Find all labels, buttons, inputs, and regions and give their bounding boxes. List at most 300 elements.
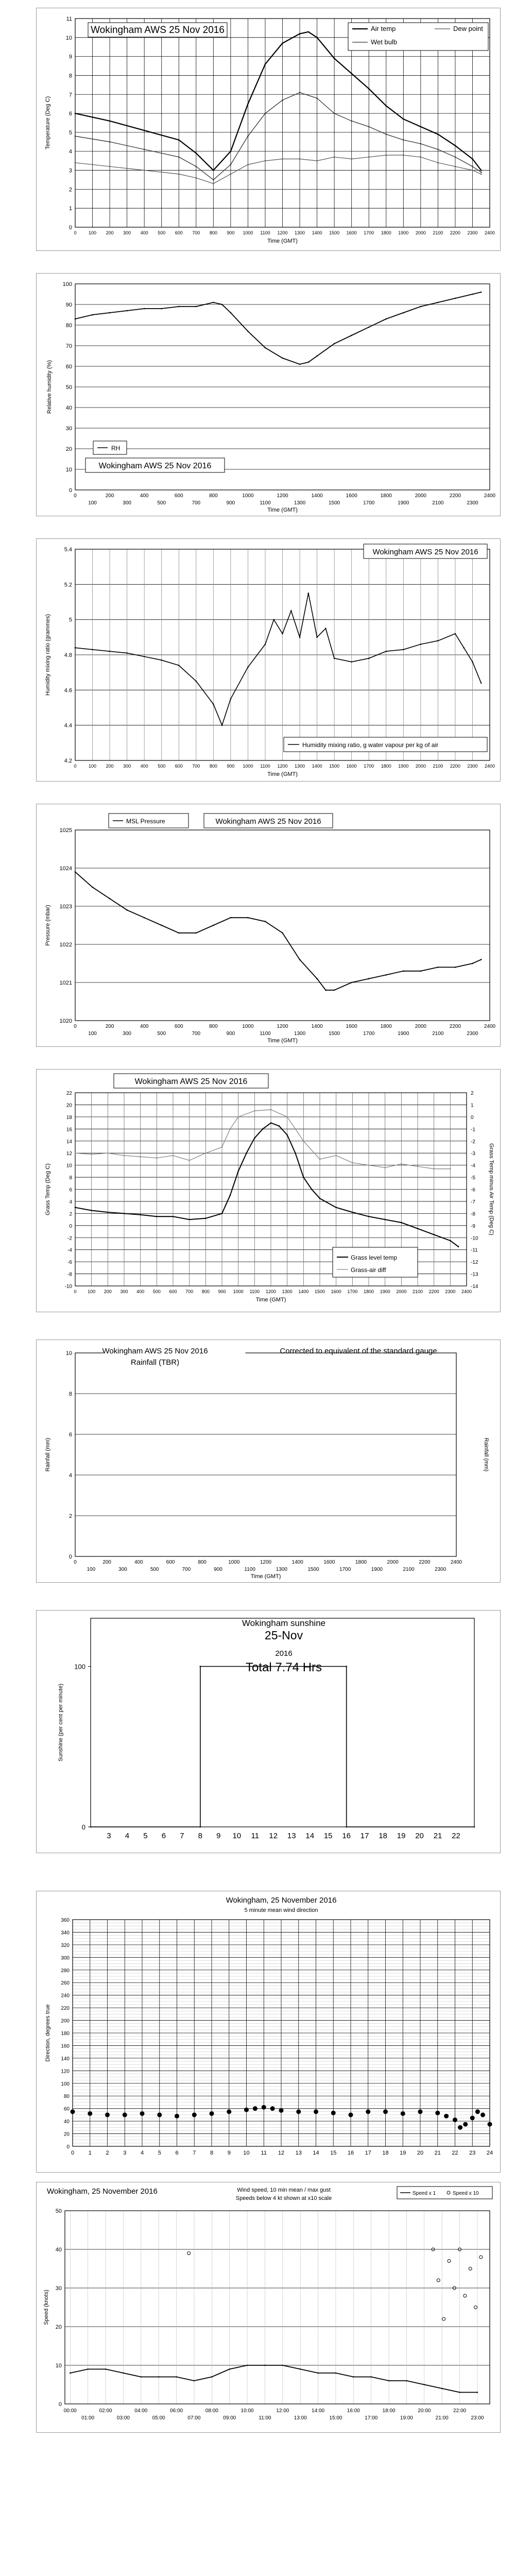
data-point [109, 312, 111, 314]
x-tick-label: 200 [102, 1560, 112, 1565]
y-tick-label: 340 [61, 1930, 70, 1936]
data-point [265, 921, 266, 922]
data-point [282, 2365, 284, 2366]
x-tick-label: 100 [88, 500, 97, 506]
y-tick-label: 320 [61, 1942, 70, 1948]
data-point [472, 963, 473, 964]
data-point [229, 2368, 230, 2370]
y-tick-label: 10 [66, 1163, 72, 1169]
y-axis-label: Temperature (Deg C) [45, 96, 51, 150]
y-tick-label: 20 [66, 1103, 72, 1109]
legend-label: Humidity mixing ratio, g water vapour per kg of air [302, 741, 439, 749]
x-tick-label: 3 [123, 2150, 127, 2156]
data-point [247, 2365, 248, 2366]
x-tick-label: 10:00 [241, 2408, 254, 2414]
x-tick-label: 1500 [329, 230, 340, 235]
data-point [474, 1826, 475, 1828]
data-point [230, 698, 232, 700]
x-tick-label: 2400 [484, 493, 496, 499]
data-point [253, 2106, 258, 2111]
data-point [352, 1212, 353, 1213]
y-tick-label: 1023 [59, 904, 72, 910]
y-tick-label: 180 [61, 2031, 70, 2037]
data-point [176, 2376, 177, 2378]
x-tick-label: 1 [88, 2150, 92, 2156]
x-tick-label: 1900 [398, 230, 409, 235]
data-point [195, 933, 197, 934]
x-tick-label: 12:00 [276, 2408, 289, 2414]
y-tick-label: 70 [65, 343, 72, 349]
data-point [335, 2372, 337, 2374]
data-point [173, 1216, 174, 1217]
mixing-ratio-chart [36, 538, 501, 782]
x-tick-label: 3 [107, 1832, 111, 1840]
x-tick-label: 15 [330, 2150, 337, 2156]
data-point [444, 2114, 449, 2119]
x-tick-label: 24 [486, 2150, 493, 2156]
chart-note: Corrected to equivalent of the standard gauge [280, 1347, 437, 1355]
x-tick-label: 16:00 [347, 2408, 360, 2414]
data-point [161, 925, 162, 926]
data-point [107, 1212, 109, 1213]
data-point [317, 2372, 319, 2374]
data-point [178, 139, 180, 141]
x-tick-label: 8 [198, 1832, 203, 1840]
x-tick-label: 1300 [282, 1289, 293, 1294]
data-point [385, 974, 387, 976]
legend-label: Speed x 10 [453, 2191, 479, 2196]
x-tick-label: 1200 [260, 1560, 272, 1565]
data-point [331, 2111, 336, 2115]
y-tick-label-right: 1 [471, 1103, 474, 1109]
data-point [105, 2112, 110, 2117]
x-tick-label: 200 [106, 764, 114, 769]
data-point [308, 362, 310, 363]
y-tick-label: 4 [69, 1199, 72, 1205]
data-point [420, 156, 422, 158]
x-tick-label: 20 [415, 1832, 424, 1840]
data-point [403, 971, 404, 972]
x-tick-label: 19 [397, 1832, 406, 1840]
y-tick-label: 10 [65, 467, 72, 473]
y-tick-label: 1021 [59, 980, 72, 986]
data-point [385, 105, 387, 107]
data-point [75, 647, 76, 649]
x-tick-label: 04:00 [134, 2408, 148, 2414]
data-point [254, 1110, 255, 1112]
data-point [472, 166, 473, 167]
data-point [455, 967, 456, 968]
data-point [424, 2384, 425, 2385]
data-point [230, 312, 232, 314]
x-tick-label: 800 [209, 230, 217, 235]
x-tick-label: 8 [210, 2150, 214, 2156]
x-tick-label: 900 [226, 500, 235, 506]
data-point [299, 637, 301, 638]
x-tick-label: 1200 [277, 230, 288, 235]
series-grass-air-diff [75, 1110, 450, 1169]
x-tick-label: 500 [158, 230, 166, 235]
data-point [385, 318, 387, 320]
data-point [351, 661, 352, 663]
data-point [144, 149, 145, 150]
data-point [75, 135, 76, 137]
x-tick-label: 6 [175, 2150, 179, 2156]
x-tick-label: 17 [360, 1832, 369, 1840]
x-tick-label: 1400 [312, 764, 322, 769]
data-point [178, 174, 180, 175]
data-point [437, 162, 439, 164]
y-tick-label: 1024 [59, 866, 72, 872]
wind-direction-chart [36, 1891, 501, 2173]
data-point [195, 177, 197, 179]
y-axis-label: Sunshine (per cent per minute) [58, 1683, 64, 1762]
data-point [455, 156, 456, 158]
x-tick-label: 13 [295, 2150, 302, 2156]
data-point [437, 640, 439, 641]
sunshine-chart-svg [37, 1611, 500, 1853]
x-tick-label: 14 [305, 1832, 315, 1840]
data-point [213, 703, 214, 705]
data-point [455, 145, 456, 146]
x-tick-label: 1200 [265, 1289, 277, 1294]
x-tick-label: 11 [251, 1832, 260, 1840]
data-point [188, 1160, 190, 1161]
x-tick-label: 2400 [484, 764, 495, 769]
data-point [187, 2252, 191, 2255]
data-point [472, 294, 473, 295]
x-tick-label: 1000 [243, 764, 253, 769]
y-tick-label: 2 [69, 1211, 72, 1217]
y-tick-label-right: -14 [471, 1284, 478, 1290]
x-tick-label: 2000 [415, 230, 426, 235]
data-point [282, 358, 283, 359]
x-tick-label: 700 [192, 1031, 201, 1037]
x-axis-label: Time (GMT) [255, 1297, 286, 1303]
x-tick-label: 13 [287, 1832, 296, 1840]
y-tick-label: 5.4 [64, 547, 72, 553]
data-point [290, 610, 292, 612]
x-tick-label: 9 [216, 1832, 221, 1840]
data-point [192, 2112, 197, 2117]
data-point [210, 2111, 214, 2116]
chart-total: Total 7.74 Hrs [245, 1660, 322, 1674]
y-tick-label: 3 [68, 167, 72, 174]
data-point [144, 170, 145, 171]
data-point [299, 364, 301, 365]
x-tick-label: 2400 [461, 1289, 472, 1294]
data-point [477, 2392, 478, 2393]
data-point [247, 164, 249, 165]
temperature-chart [36, 8, 501, 251]
data-point [75, 113, 76, 114]
data-point [161, 308, 162, 310]
y-tick-label-right: -12 [471, 1260, 478, 1266]
data-point [109, 141, 111, 143]
x-tick-label: 200 [105, 493, 114, 499]
chart-title: Wokingham AWS 25 Nov 2016 [98, 462, 212, 470]
data-point [403, 118, 404, 120]
data-point [178, 933, 180, 934]
y-tick-label-right: -5 [471, 1175, 475, 1181]
x-tick-label: 800 [209, 1024, 218, 1029]
pressure-chart [36, 804, 501, 1047]
y-tick-label: 4.2 [64, 758, 72, 764]
x-tick-label: 2300 [467, 230, 478, 235]
data-point [286, 1116, 288, 1118]
x-tick-label: 2000 [415, 493, 426, 499]
y-tick-label: 0 [68, 487, 72, 494]
x-tick-label: 11 [261, 2150, 267, 2156]
y-tick-label: 100 [61, 2081, 70, 2087]
data-point [286, 1134, 288, 1136]
y-axis-label: Pressure (mbar) [45, 905, 51, 946]
y-tick-label: 14 [66, 1139, 72, 1145]
y-axis-label-right: Grass Temp minus Air Temp (Deg C) [488, 1143, 494, 1235]
data-point [420, 971, 422, 972]
x-tick-label: 23:00 [471, 2415, 484, 2421]
x-tick-label: 1900 [398, 500, 409, 506]
data-point [314, 2109, 318, 2114]
chart-note: Speeds below 4 kt shown at x10 scale [235, 2195, 332, 2201]
y-tick-label: 6 [69, 1187, 72, 1193]
y-tick-label-right: -10 [471, 1235, 478, 1242]
x-tick-label: 2400 [484, 230, 495, 235]
chart-title: Wokingham AWS 25 Nov 2016 [134, 1077, 248, 1086]
data-point [368, 1164, 370, 1166]
data-point [480, 292, 482, 293]
y-tick-label: 40 [65, 405, 72, 411]
x-tick-label: 2300 [467, 500, 478, 506]
x-tick-label: 1100 [260, 764, 270, 769]
data-point [480, 959, 482, 960]
data-point [334, 343, 335, 345]
y-tick-label: 8 [69, 1175, 72, 1181]
data-point [75, 1207, 76, 1208]
y-tick-label: 8 [68, 1391, 72, 1397]
x-tick-label: 12 [278, 2150, 285, 2156]
data-point [325, 628, 327, 629]
y-tick-label: 4 [68, 1472, 72, 1479]
data-point [406, 2380, 407, 2382]
y-tick-label: 1020 [59, 1018, 72, 1024]
x-tick-label: 1600 [346, 230, 357, 235]
x-tick-label: 500 [158, 764, 166, 769]
data-point [472, 170, 473, 171]
y-tick-label-right: 0 [471, 1114, 474, 1121]
y-tick-label: 160 [61, 2043, 70, 2049]
data-point [299, 33, 301, 35]
data-point [479, 2256, 483, 2259]
legend-label: Grass level temp [351, 1254, 398, 1261]
data-point [237, 1116, 239, 1118]
x-tick-label: 300 [123, 764, 131, 769]
x-tick-label: 2200 [450, 230, 460, 235]
x-tick-label: 700 [192, 764, 200, 769]
data-point [351, 158, 352, 160]
data-point [144, 917, 145, 919]
data-point [368, 978, 370, 979]
x-tick-label: 1100 [260, 230, 270, 235]
data-point [265, 160, 266, 162]
rainfall-chart [36, 1340, 501, 1583]
x-axis-label: Time (GMT) [267, 238, 298, 244]
data-point [370, 2376, 372, 2378]
data-point [464, 2294, 467, 2297]
x-tick-label: 400 [140, 493, 149, 499]
x-tick-label: 1600 [346, 493, 357, 499]
x-tick-label: 23 [469, 2150, 476, 2156]
x-tick-label: 4 [140, 2150, 144, 2156]
data-point [264, 2365, 266, 2366]
humidity-chart [36, 273, 501, 516]
x-tick-label: 16 [342, 1832, 351, 1840]
y-tick-label: 100 [62, 281, 72, 287]
x-tick-label: 800 [209, 493, 218, 499]
x-tick-label: 600 [166, 1560, 175, 1565]
data-point [247, 667, 249, 668]
data-point [262, 1128, 264, 1130]
data-point [303, 1140, 304, 1142]
data-point [144, 130, 145, 131]
chart-title: Wokingham, 25 November 2016 [226, 1896, 337, 1905]
x-tick-label: 400 [134, 1560, 143, 1565]
y-tick-label: 11 [66, 16, 72, 22]
x-tick-label: 22 [452, 2150, 458, 2156]
y-tick-label: -4 [67, 1247, 72, 1253]
data-point [230, 174, 232, 175]
data-point [194, 2380, 195, 2382]
chart-title: Wokingham AWS 25 Nov 2016 [91, 25, 225, 36]
data-point [213, 170, 214, 171]
x-tick-label: 900 [226, 1031, 235, 1037]
data-point [246, 1153, 247, 1154]
y-tick-label: 4 [68, 148, 72, 155]
x-tick-label: 14 [313, 2150, 319, 2156]
chart-title: Wokingham AWS 25 Nov 2016 [102, 1347, 208, 1355]
data-point [420, 126, 422, 128]
data-point [334, 113, 335, 114]
data-point [282, 99, 283, 101]
x-tick-label: 1900 [380, 1289, 390, 1294]
x-tick-label: 300 [123, 1031, 131, 1037]
data-point [221, 1213, 223, 1214]
data-point [351, 121, 352, 122]
x-tick-label: 100 [88, 1289, 96, 1294]
data-point [450, 1240, 451, 1242]
data-point [156, 1216, 158, 1217]
data-point [237, 1171, 239, 1172]
x-tick-label: 900 [214, 1567, 222, 1572]
y-tick-label: 0 [68, 225, 72, 231]
data-point [368, 88, 370, 90]
y-tick-label: 260 [61, 1980, 70, 1987]
rainfall-chart-svg [37, 1340, 500, 1582]
y-tick-label: 200 [61, 2018, 70, 2024]
y-tick-label: 9 [68, 54, 72, 60]
data-point [352, 1162, 353, 1164]
data-point [368, 126, 370, 128]
data-point [417, 1228, 419, 1229]
y-tick-label: 20 [65, 446, 72, 452]
x-tick-label: 1700 [347, 1289, 358, 1294]
grass-temp-chart [36, 1069, 501, 1312]
y-axis-label: Relative humidity (%) [46, 360, 53, 414]
x-tick-label: 700 [192, 230, 200, 235]
data-point [211, 2376, 213, 2378]
data-point [463, 2122, 468, 2127]
data-point [247, 917, 249, 919]
data-point [437, 133, 439, 135]
x-tick-label: 12 [269, 1832, 278, 1840]
data-point [92, 887, 93, 888]
data-point [488, 2122, 492, 2127]
x-tick-label: 600 [175, 230, 183, 235]
data-point [325, 990, 327, 991]
data-point [403, 312, 404, 314]
x-tick-label: 21:00 [435, 2415, 449, 2421]
data-point [282, 933, 283, 934]
y-tick-label: 100 [74, 1663, 85, 1671]
x-axis-label: Time (GMT) [267, 771, 298, 777]
chart-title: Wokingham sunshine [242, 1618, 326, 1628]
x-tick-label: 900 [227, 230, 235, 235]
data-point [200, 1826, 201, 1828]
x-tick-label: 700 [192, 500, 201, 506]
x-tick-label: 300 [123, 230, 131, 235]
legend-label: Dew point [453, 25, 483, 32]
y-tick-label: 6 [68, 1432, 72, 1438]
y-tick-label: 240 [61, 1993, 70, 1999]
x-tick-label: 500 [152, 1289, 161, 1294]
data-point [455, 633, 456, 635]
data-point [92, 649, 93, 650]
x-tick-label: 0 [74, 1289, 77, 1294]
x-tick-label: 800 [198, 1560, 207, 1565]
x-tick-label: 10 [243, 2150, 250, 2156]
data-point [316, 37, 318, 39]
x-tick-label: 300 [123, 500, 131, 506]
y-tick-label: 40 [55, 2247, 62, 2253]
data-point [140, 1156, 141, 1158]
legend-label: MSL Pressure [126, 818, 165, 825]
x-tick-label: 11:00 [259, 2415, 271, 2421]
data-point [385, 133, 387, 135]
y-axis-label: Direction, degrees true [45, 2004, 51, 2062]
x-tick-label: 0 [74, 1560, 77, 1565]
data-point [141, 2376, 142, 2378]
series-speed-x1 [70, 2365, 477, 2393]
wind-speed-chart-svg [37, 2182, 500, 2432]
x-tick-label: 20:00 [418, 2408, 431, 2414]
x-tick-label: 19 [400, 2150, 406, 2156]
x-tick-label: 0 [74, 1024, 77, 1029]
data-point [401, 1163, 402, 1165]
data-point [265, 643, 266, 645]
data-point [437, 2279, 440, 2282]
x-tick-label: 2300 [467, 764, 478, 769]
chart-title: Wokingham AWS 25 Nov 2016 [215, 817, 321, 826]
y-tick-label: -8 [67, 1272, 72, 1278]
y-tick-label: 0 [66, 2144, 70, 2150]
data-point [157, 2112, 162, 2117]
data-point [161, 659, 162, 661]
data-point [178, 665, 180, 666]
sunshine-chart [36, 1610, 501, 1853]
x-tick-label: 1400 [311, 1024, 323, 1029]
x-tick-label: 900 [227, 764, 235, 769]
data-point [75, 871, 76, 873]
